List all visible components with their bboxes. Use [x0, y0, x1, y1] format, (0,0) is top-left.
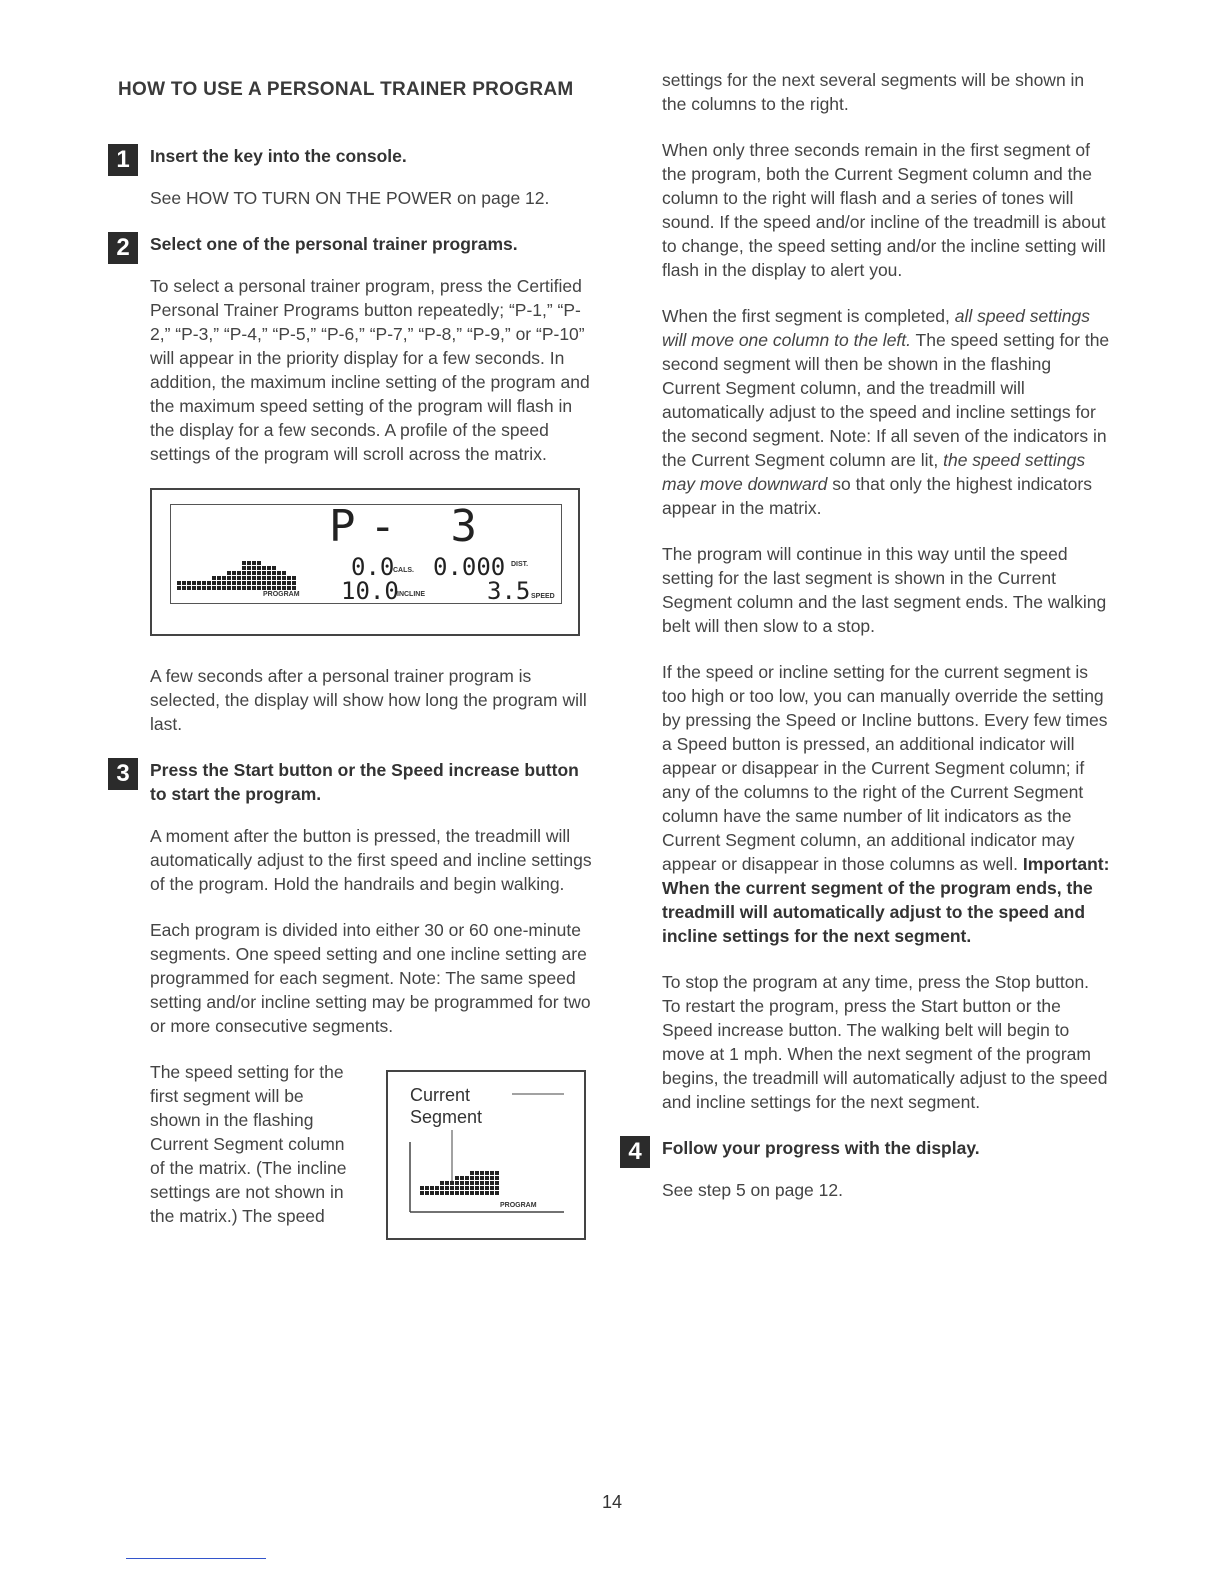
- step-number-badge: 2: [108, 232, 138, 264]
- matrix-indicator: [475, 1181, 479, 1185]
- matrix-indicator: [287, 576, 291, 580]
- matrix-indicator: [242, 586, 246, 590]
- matrix-indicator: [202, 581, 206, 585]
- matrix-indicator: [480, 1176, 484, 1180]
- matrix-indicator: [490, 1191, 494, 1195]
- calories-readout: 0.0: [351, 553, 395, 581]
- matrix-indicator: [435, 1191, 439, 1195]
- matrix-indicator: [455, 1176, 459, 1180]
- matrix-indicator: [480, 1191, 484, 1195]
- matrix-indicator: [450, 1181, 454, 1185]
- matrix-indicator: [277, 576, 281, 580]
- step-3: [108, 758, 596, 806]
- matrix-indicator: [465, 1181, 469, 1185]
- matrix-indicator: [192, 586, 196, 590]
- right-paragraph-3: [662, 304, 1112, 520]
- matrix-indicator: [227, 571, 231, 575]
- matrix-indicator: [465, 1191, 469, 1195]
- matrix-indicator: [490, 1176, 494, 1180]
- matrix-indicator: [445, 1191, 449, 1195]
- matrix-indicator: [257, 581, 261, 585]
- matrix-indicator: [242, 576, 246, 580]
- matrix-indicator: [287, 581, 291, 585]
- matrix-indicator: [460, 1181, 464, 1185]
- step-2-text: To select a personal trainer program, press the Certified Personal Trainer Programs button repeatedly; “P-1,” “P-2,” “P-3,” “P-4,” “P-5,” “P-6,” “P-7,” “P-8,” “P-9,” or “P-10” will appear in the priority display for a few seconds. In addition, the maximum incline setting of the program and the maximum speed setting of the program will flash in the display for a few seconds. A profile of the speed settings of the program will scroll across the matrix.: [150, 276, 590, 464]
- matrix-indicator: [217, 576, 221, 580]
- matrix-indicator: [227, 576, 231, 580]
- matrix-indicator: [257, 576, 261, 580]
- matrix-indicator: [217, 586, 221, 590]
- matrix-indicator: [257, 561, 261, 565]
- matrix-indicator: [470, 1171, 474, 1175]
- matrix-indicator: [440, 1191, 444, 1195]
- matrix-indicator: [207, 581, 211, 585]
- emphasis-run: the speed settings may move downward: [662, 450, 1086, 494]
- distance-label: DIST.: [511, 561, 529, 568]
- current-segment-figure: [386, 1070, 586, 1240]
- matrix-indicator: [425, 1191, 429, 1195]
- matrix-indicator: [212, 576, 216, 580]
- matrix-indicator: [192, 581, 196, 585]
- step-4-text: See step 5 on page 12.: [662, 1180, 843, 1200]
- segment-matrix-label: PROGRAM: [500, 1202, 537, 1209]
- speed-readout: 3.5: [487, 577, 531, 605]
- important-note: Important: When the current segment of the program ends, the treadmill will automatically adjust to the speed and incline settings for the next segment.: [662, 854, 1110, 946]
- matrix-indicator: [277, 581, 281, 585]
- matrix-indicator: [480, 1181, 484, 1185]
- step-3-text: A moment after the button is pressed, the treadmill will automatically adjust to the first speed and incline settings of the program. Hold the handrails and begin walking.: [150, 826, 592, 894]
- step-2-text-after: A few seconds after a personal trainer program is selected, the display will show how long the program will last.: [150, 666, 587, 734]
- matrix-indicator: [257, 566, 261, 570]
- matrix-indicator: [212, 581, 216, 585]
- matrix-indicator: [292, 576, 296, 580]
- matrix-indicator: [197, 581, 201, 585]
- matrix-indicator: [232, 576, 236, 580]
- matrix-indicator: [222, 586, 226, 590]
- matrix-indicator: [247, 566, 251, 570]
- matrix-indicator: [495, 1191, 499, 1195]
- matrix-indicator: [465, 1186, 469, 1190]
- calories-label: CALS.: [393, 567, 414, 574]
- matrix-indicator: [227, 586, 231, 590]
- step-number-badge: 1: [108, 144, 138, 176]
- matrix-indicator: [267, 571, 271, 575]
- text-run: When the first segment is completed,: [662, 306, 955, 326]
- matrix-indicator: [262, 576, 266, 580]
- matrix-indicator: [232, 581, 236, 585]
- matrix-indicator: [222, 581, 226, 585]
- distance-readout: 0.000: [433, 553, 506, 581]
- console-display-figure: [150, 488, 580, 636]
- matrix-indicator: [267, 576, 271, 580]
- emphasis-run: all speed settings will move one column to the left.: [662, 306, 1091, 350]
- matrix-indicator: [272, 586, 276, 590]
- matrix-indicator: [440, 1186, 444, 1190]
- speed-label: SPEED: [531, 593, 555, 600]
- text-run: so that only the highest indicators appear in the matrix.: [662, 474, 1092, 518]
- matrix-indicator: [440, 1181, 444, 1185]
- matrix-indicator: [272, 581, 276, 585]
- matrix-indicator: [252, 581, 256, 585]
- matrix-indicator: [272, 571, 276, 575]
- matrix-indicator: [490, 1186, 494, 1190]
- matrix-indicator: [187, 581, 191, 585]
- right-paragraph-2: When only three seconds remain in the first segment of the program, both the Current Segment column and the column to the right will flash and a series of tones will sound. If the speed and/or incline of the treadmill is about to change, the speed setting and/or the incline setting will flash in the display to alert you.: [662, 140, 1106, 280]
- matrix-indicator: [262, 571, 266, 575]
- matrix-indicator: [247, 576, 251, 580]
- matrix-indicator: [277, 586, 281, 590]
- matrix-indicator: [485, 1181, 489, 1185]
- matrix-indicator: [480, 1186, 484, 1190]
- matrix-indicator: [495, 1181, 499, 1185]
- matrix-indicator: [257, 571, 261, 575]
- matrix-indicator: [445, 1186, 449, 1190]
- console-display-screen: [170, 501, 562, 605]
- text-run: If the speed or incline setting for the current segment is too high or too low, you can manually override the setting by pressing the Speed or Incline buttons. Every few times a Speed button is pressed, an additional indicator will appear or disappear in the Current Segment column; if any of the columns to the right of the Current Segment column have the same number of lit indicators as the Current Segment column, an additional indicator may appear or disappear in those columns as well.: [662, 662, 1108, 874]
- matrix-indicator: [495, 1171, 499, 1175]
- right-paragraph-5: [662, 660, 1112, 948]
- matrix-indicator: [495, 1186, 499, 1190]
- matrix-indicator: [182, 586, 186, 590]
- matrix-indicator: [465, 1176, 469, 1180]
- matrix-indicator: [187, 586, 191, 590]
- step-title: Follow your progress with the display.: [662, 1138, 980, 1158]
- matrix-indicator: [470, 1176, 474, 1180]
- step-title: Insert the key into the console.: [150, 146, 407, 166]
- matrix-indicator: [495, 1176, 499, 1180]
- matrix-label: PROGRAM: [263, 591, 300, 598]
- matrix-indicator: [420, 1191, 424, 1195]
- matrix-indicator: [475, 1171, 479, 1175]
- matrix-indicator: [460, 1186, 464, 1190]
- step-4: [620, 1136, 1112, 1165]
- matrix-indicator: [455, 1186, 459, 1190]
- matrix-indicator: [222, 576, 226, 580]
- matrix-indicator: [470, 1181, 474, 1185]
- matrix-indicator: [490, 1171, 494, 1175]
- right-paragraph-1: settings for the next several segments will be shown in the columns to the right.: [662, 70, 1085, 114]
- matrix-indicator: [262, 586, 266, 590]
- matrix-indicator: [475, 1176, 479, 1180]
- matrix-indicator: [227, 581, 231, 585]
- matrix-indicator: [247, 581, 251, 585]
- matrix-indicator: [282, 581, 286, 585]
- matrix-indicator: [430, 1191, 434, 1195]
- matrix-indicator: [242, 571, 246, 575]
- matrix-indicator: [197, 586, 201, 590]
- matrix-indicator: [450, 1191, 454, 1195]
- label-line-segment: Segment: [410, 1107, 483, 1127]
- matrix-indicator: [237, 581, 241, 585]
- matrix-indicator: [267, 586, 271, 590]
- matrix-indicator: [257, 586, 261, 590]
- matrix-indicator: [237, 571, 241, 575]
- matrix-indicator: [247, 571, 251, 575]
- right-paragraph-6: To stop the program at any time, press the Stop button. To restart the program, press the Start button or the Speed increase button. The walking belt will begin to move at 1 mph. When the next segment of the program begins, the treadmill will automatically adjust to the speed and incline settings for the next segment.: [662, 972, 1108, 1112]
- matrix-indicator: [287, 586, 291, 590]
- matrix-indicator: [267, 566, 271, 570]
- matrix-indicator: [252, 566, 256, 570]
- matrix-indicator: [485, 1191, 489, 1195]
- matrix-indicator: [460, 1176, 464, 1180]
- matrix-indicator: [177, 586, 181, 590]
- left-column: [108, 78, 596, 1250]
- matrix-indicator: [455, 1181, 459, 1185]
- step-2: [108, 232, 596, 261]
- matrix-indicator: [282, 586, 286, 590]
- step-3-text-speed: The speed setting for the first segment will be shown in the flashing Current Segment column of the matrix. (The incline settings are not shown in the matrix.) The speed: [150, 1062, 347, 1226]
- page-title: HOW TO USE A PERSONAL TRAINER PROGRAM: [118, 79, 574, 100]
- matrix-indicator: [262, 581, 266, 585]
- matrix-indicator: [242, 566, 246, 570]
- step-number-badge: 4: [620, 1136, 650, 1168]
- matrix-indicator: [217, 581, 221, 585]
- matrix-indicator: [252, 576, 256, 580]
- matrix-indicator: [237, 576, 241, 580]
- incline-label: INCLINE: [397, 591, 425, 598]
- matrix-indicator: [455, 1191, 459, 1195]
- matrix-indicator: [277, 571, 281, 575]
- matrix-indicator: [242, 561, 246, 565]
- matrix-indicator: [460, 1191, 464, 1195]
- matrix-indicator: [267, 581, 271, 585]
- matrix-indicator: [435, 1186, 439, 1190]
- matrix-indicator: [262, 566, 266, 570]
- step-title: Press the Start button or the Speed increase button to start the program.: [150, 760, 579, 804]
- matrix-indicator: [430, 1186, 434, 1190]
- matrix-indicator: [237, 586, 241, 590]
- program-id-readout: P- 3: [329, 501, 491, 552]
- matrix-indicator: [177, 581, 181, 585]
- matrix-indicator: [182, 581, 186, 585]
- matrix-indicator: [272, 576, 276, 580]
- matrix-indicator: [252, 586, 256, 590]
- step-title: Select one of the personal trainer programs.: [150, 234, 518, 254]
- step-1: [108, 144, 596, 173]
- matrix-indicator: [490, 1181, 494, 1185]
- step-3-text-segments: Each program is divided into either 30 or 60 one-minute segments. One speed setting and one incline setting are programmed for each segment. Note: The same speed setting and/or incline setting may be programmed for two or more consecutive segments.: [150, 920, 591, 1036]
- matrix-indicator: [470, 1186, 474, 1190]
- matrix-indicator: [247, 561, 251, 565]
- matrix-indicator: [272, 566, 276, 570]
- matrix-indicator: [207, 586, 211, 590]
- matrix-indicator: [475, 1191, 479, 1195]
- footer-rule: [126, 1558, 266, 1559]
- matrix-indicator: [202, 586, 206, 590]
- text-run: The speed setting for the second segment will then be shown in the flashing Current Segment column, and the treadmill will automatically adjust to the speed and incline settings for the second segment. Note: If all seven of the indicators in the Current Segment column are lit,: [662, 330, 1110, 470]
- incline-readout: 10.0: [341, 577, 399, 605]
- matrix-indicator: [252, 561, 256, 565]
- matrix-indicator: [485, 1176, 489, 1180]
- matrix-indicator: [232, 586, 236, 590]
- matrix-indicator: [252, 571, 256, 575]
- matrix-indicator: [480, 1171, 484, 1175]
- matrix-indicator: [282, 571, 286, 575]
- matrix-indicator: [247, 586, 251, 590]
- segment-diagram: [388, 1072, 588, 1242]
- program-matrix: [173, 535, 323, 595]
- matrix-indicator: [470, 1191, 474, 1195]
- right-column: [628, 68, 1112, 1224]
- matrix-indicator: [232, 571, 236, 575]
- matrix-indicator: [485, 1186, 489, 1190]
- segment-section: [150, 1060, 596, 1250]
- matrix-indicator: [292, 581, 296, 585]
- matrix-indicator: [420, 1186, 424, 1190]
- right-paragraph-4: The program will continue in this way until the speed setting for the last segment is shown in the Current Segment column and the last segment ends. The walking belt will then slow to a stop.: [662, 544, 1107, 636]
- matrix-indicator: [282, 576, 286, 580]
- matrix-indicator: [485, 1171, 489, 1175]
- page-number: 14: [601, 1492, 623, 1512]
- matrix-indicator: [475, 1186, 479, 1190]
- label-line-current: Current: [410, 1085, 471, 1105]
- matrix-indicator: [445, 1181, 449, 1185]
- matrix-indicator: [242, 581, 246, 585]
- matrix-indicator: [425, 1186, 429, 1190]
- matrix-indicator: [450, 1186, 454, 1190]
- matrix-indicator: [212, 586, 216, 590]
- step-number-badge: 3: [108, 758, 138, 790]
- matrix-indicator: [292, 586, 296, 590]
- step-1-text: See HOW TO TURN ON THE POWER on page 12.: [150, 188, 550, 208]
